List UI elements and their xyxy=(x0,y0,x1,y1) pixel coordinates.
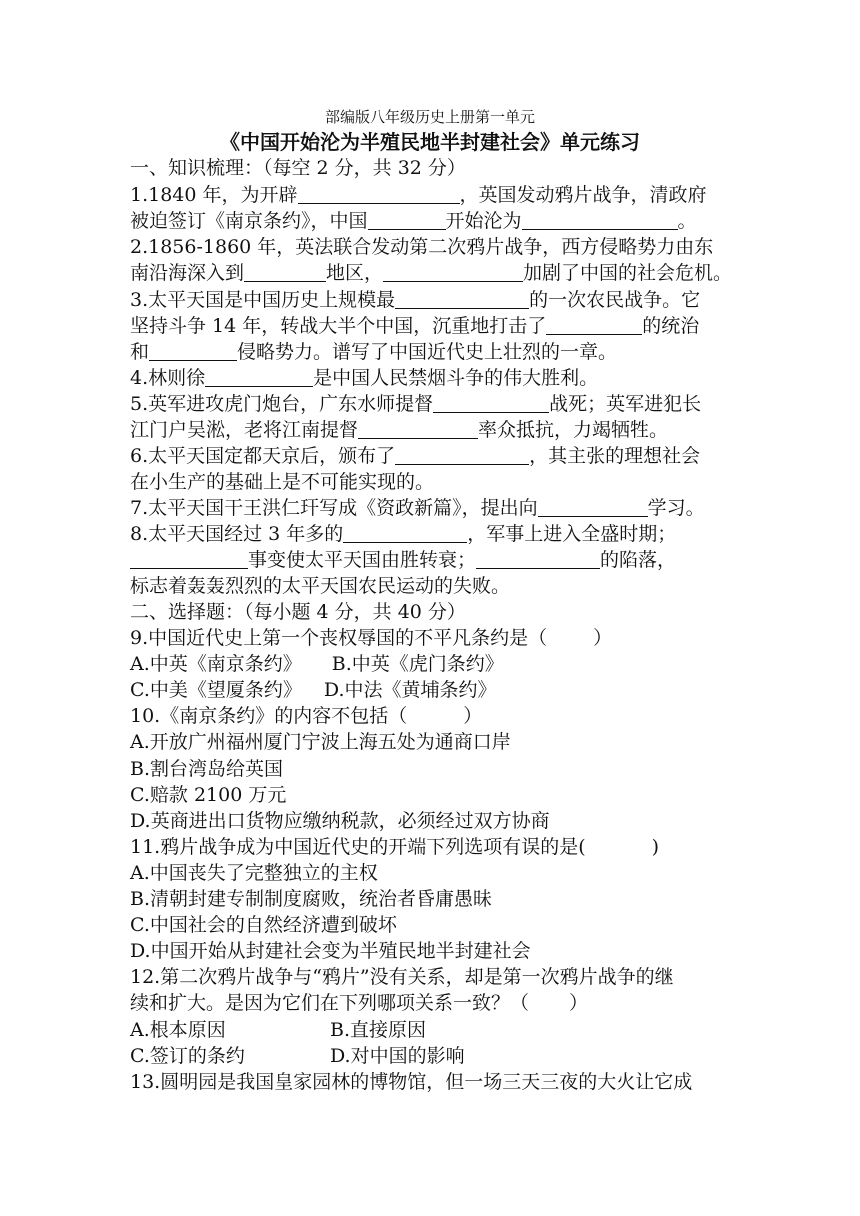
question-10-option-a: A.开放广州福州厦门宁波上海五处为通商口岸 xyxy=(130,731,511,753)
section-heading-knowledge: 一、知识梳理：（每空 2 分，共 32 分） xyxy=(130,157,466,179)
question-text: 率众抵抗，力竭牺牲。 xyxy=(478,419,669,441)
question-10-option-c: C.赔款 2100 万元 xyxy=(130,784,287,806)
question-text: 3.太平天国是中国历史上规模最 xyxy=(130,289,396,311)
option-b: B.中英《虎门条约》 xyxy=(331,653,504,675)
question-text: 11.鸦片战争成为中国近代史的开端下列选项有误的是( xyxy=(130,836,586,858)
question-text: 是中国人民禁烟斗争的伟大胜利。 xyxy=(313,367,599,389)
question-text: 的统治 xyxy=(642,315,700,337)
question-text: 8.太平天国经过 3 年多的 xyxy=(130,523,344,545)
question-2-line-1 xyxy=(130,234,740,260)
section-heading-choice: 二、选择题：（每小题 4 分，共 40 分） xyxy=(130,601,466,623)
question-text: 。 xyxy=(677,210,697,232)
question-1-line-2 xyxy=(130,208,740,234)
question-text: 9.中国近代史上第一个丧权辱国的不平凡条约是（ xyxy=(130,627,548,649)
question-text: 开始沦为 xyxy=(445,210,522,232)
question-12-options-2 xyxy=(130,1043,740,1069)
question-text: 坚持斗争 14 年，转战大半个中国，沉重地打击了 xyxy=(130,315,547,337)
question-text: 10.《南京条约》的内容不包括（ xyxy=(130,705,408,727)
answer-blank xyxy=(298,183,460,204)
option-d: D.对中国的影响 xyxy=(330,1045,465,1067)
question-text: 地区， xyxy=(326,262,384,284)
option-c: C.中美《望厦条约》 xyxy=(130,679,302,701)
question-8-line-1 xyxy=(130,521,740,547)
question-text: 4.林则徐 xyxy=(130,367,206,389)
question-11-stem xyxy=(130,834,740,860)
question-12-options-1 xyxy=(130,1017,740,1043)
question-7 xyxy=(130,495,740,521)
question-text: 5.英军进攻虎门炮台，广东水师提督 xyxy=(130,393,434,415)
question-text: 侵略势力。谱写了中国近代史上壮烈的一章。 xyxy=(237,341,618,363)
document-subtitle: 部编版八年级历史上册第一单元 xyxy=(324,108,535,126)
question-text: 和 xyxy=(130,341,150,363)
question-text: 事变使太平天国由胜转衰； xyxy=(248,549,477,571)
question-text: 2.1856-1860 年，英法联合发动第二次鸦片战争，西方侵略势力由东 xyxy=(130,236,714,258)
question-3-line-3 xyxy=(130,339,740,365)
answer-blank xyxy=(522,209,678,230)
answer-blank xyxy=(368,209,446,230)
question-text: 被迫签订《南京条约》，中国 xyxy=(130,210,368,232)
question-6-line-1 xyxy=(130,443,740,469)
question-10-option-d: D.英商进出口货物应缴纳税款，必须经过双方协商 xyxy=(130,810,550,832)
answer-blank xyxy=(395,444,529,465)
question-6-line-2 xyxy=(130,469,740,495)
question-5-line-1 xyxy=(130,391,740,417)
question-text: ） xyxy=(463,705,483,727)
option-a: A.中英《南京条约》 xyxy=(130,653,302,675)
question-10-stem xyxy=(130,703,740,729)
question-text: 南沿海深入到 xyxy=(130,262,245,284)
question-3-line-2 xyxy=(130,313,740,339)
question-text: 的一次农民战争。它 xyxy=(529,289,701,311)
answer-blank xyxy=(538,496,648,517)
question-text: 6.太平天国定都天京后，颁布了 xyxy=(130,445,396,467)
question-8-line-2 xyxy=(130,547,740,573)
answer-blank xyxy=(476,548,600,569)
answer-blank xyxy=(205,366,313,387)
option-c: C.签订的条约 xyxy=(130,1045,245,1067)
answer-blank xyxy=(383,261,523,282)
question-text: ，军事上进入全盛时期； xyxy=(467,523,677,545)
question-text: 标志着轰轰烈烈的太平天国农民运动的失败。 xyxy=(130,575,511,597)
option-b: B.直接原因 xyxy=(330,1019,427,1041)
answer-blank xyxy=(149,340,237,361)
option-a: A.根本原因 xyxy=(130,1019,226,1041)
question-9-stem xyxy=(130,625,740,651)
question-12-stem-line-2 xyxy=(130,990,740,1016)
answer-blank xyxy=(244,261,326,282)
question-9-options-1 xyxy=(130,651,740,677)
answer-blank xyxy=(433,392,549,413)
question-text: 1.1840 年，为开辟 xyxy=(130,184,298,206)
question-text: 江门户吴淞，老将江南提督 xyxy=(130,419,359,441)
answer-blank xyxy=(130,548,248,569)
answer-blank xyxy=(343,522,467,543)
question-text: 的陷落， xyxy=(600,549,677,571)
question-11-option-c: C.中国社会的自然经济遭到破坏 xyxy=(130,914,397,936)
question-11-option-b: B.清朝封建专制制度腐败，统治者昏庸愚昧 xyxy=(130,888,493,910)
question-text: 加剧了中国的社会危机。 xyxy=(523,262,733,284)
option-d: D.中法《黄埔条约》 xyxy=(323,679,497,701)
question-11-option-d: D.中国开始从封建社会变为半殖民地半封建社会 xyxy=(130,940,531,962)
answer-blank xyxy=(358,418,478,439)
question-text: ，英国发动鸦片战争，清政府 xyxy=(459,184,707,206)
question-text: ) xyxy=(651,836,660,858)
question-text: 7.太平天国干王洪仁玕写成《资政新篇》，提出向 xyxy=(130,497,538,519)
question-text: 在小生产的基础上是不可能实现的。 xyxy=(130,471,435,493)
question-text: 续和扩大。是因为它们在下列哪项关系一致？（ xyxy=(130,992,530,1014)
answer-blank xyxy=(395,288,529,309)
question-3-line-1 xyxy=(130,287,740,313)
document-title: 《中国开始沦为半殖民地半封建社会》单元练习 xyxy=(220,130,640,154)
question-10-option-b: B.割台湾岛给英国 xyxy=(130,758,284,780)
question-text: ） xyxy=(569,992,589,1014)
question-12-stem-line-1: 12.第二次鸦片战争与“鸦片”没有关系，却是第一次鸦片战争的继 xyxy=(130,966,674,988)
question-text: 战死；英军进犯长 xyxy=(549,393,702,415)
question-2-line-2 xyxy=(130,260,740,286)
question-1-line-1 xyxy=(130,182,740,208)
question-text: ，其主张的理想社会 xyxy=(529,445,701,467)
question-5-line-2 xyxy=(130,417,740,443)
question-text: ） xyxy=(593,627,613,649)
question-11-option-a: A.中国丧失了完整独立的主权 xyxy=(130,862,378,884)
question-8-line-3 xyxy=(130,573,740,599)
question-text: 学习。 xyxy=(647,497,705,519)
question-9-options-2 xyxy=(130,677,740,703)
answer-blank xyxy=(546,314,642,335)
question-13-stem-line-1: 13.圆明园是我国皇家园林的博物馆，但一场三天三夜的大火让它成 xyxy=(130,1071,693,1093)
question-4 xyxy=(130,365,740,391)
